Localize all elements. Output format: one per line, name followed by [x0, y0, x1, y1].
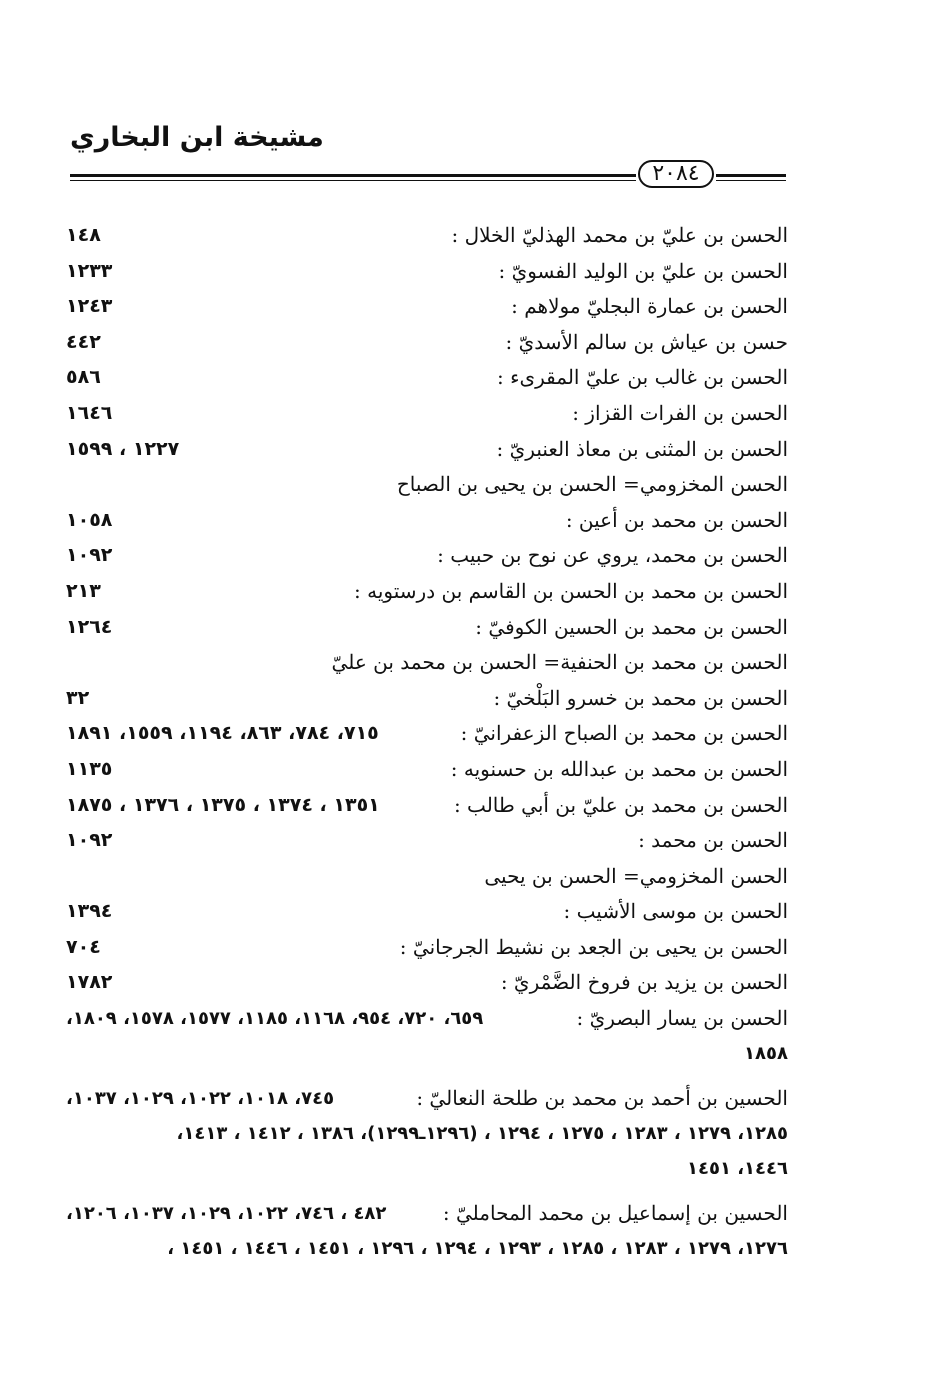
- index-entry: [66, 360, 788, 396]
- entry-pages-continued: ١٢٧٦، ١٢٧٩ ، ١٢٨٣ ، ١٢٨٥ ، ١٢٩٣ ، ١٢٩٤ ، ١٢٩٦ ، ١٤٥١ ، ١٤٤٦ ، ١٤٥١ ،: [167, 1238, 788, 1260]
- entry-name: الحسن بن محمد، يروي عن نوح بن حبيب :: [437, 543, 788, 568]
- entry-pages: ١٤٨: [66, 224, 101, 246]
- header-rule-left-thick: [70, 174, 636, 177]
- running-head-title: مشيخة ابن البخاري: [70, 122, 324, 153]
- entry-name: الحسن بن محمد بن الحسين الكوفيّ :: [475, 614, 788, 639]
- entry-name: الحسن بن عليّ بن محمد الهذليّ الخلال :: [451, 223, 788, 247]
- entry-pages: ١٦٤٦: [66, 401, 113, 424]
- entry-name: الحسن بن محمد :: [638, 828, 788, 853]
- page-number: ٢٠٨٤: [638, 160, 714, 188]
- index-entry: [66, 432, 788, 468]
- entry-name: الحسن بن يزيد بن فروخ الضَّمْريّ :: [500, 970, 788, 995]
- entry-name: الحسن بن محمد بن الصباح الزعفرانيّ :: [460, 721, 788, 746]
- entry-pages: ١٠٩٢: [66, 829, 113, 852]
- entry-name: الحسن بن محمد بن عليّ بن أبي طالب :: [453, 792, 788, 817]
- index-entry: [66, 681, 788, 717]
- entry-name: الحسن بن محمد بن الحنفية= الحسن بن محمد بن عليّ: [331, 650, 788, 675]
- header-rule-left-thin: [70, 180, 636, 181]
- entry-pages: ١٢٢٧ ، ١٥٩٩: [66, 437, 180, 460]
- entry-pages: ١٢٦٤: [66, 615, 113, 638]
- index-entry-multiline: [66, 1196, 788, 1266]
- entry-name: الحسن بن المثنى بن معاذ العنبريّ :: [496, 436, 788, 461]
- entry-pages: ٥٨٦: [66, 366, 101, 389]
- index-entries: [66, 218, 788, 1266]
- index-entry: [66, 965, 788, 1001]
- entry-pages: ١٣٩٤: [66, 900, 113, 923]
- header-rule-right-thin: [716, 180, 786, 181]
- entry-pages-continued: ١٨٥٨: [744, 1043, 788, 1065]
- index-entry: [66, 752, 788, 788]
- index-cross-reference: [66, 859, 788, 895]
- entry-pages: ٣٢: [66, 686, 90, 709]
- index-entry: [66, 503, 788, 539]
- index-entry: [66, 574, 788, 610]
- entry-name: الحسن المخزومي= الحسن بن يحيى: [484, 863, 788, 888]
- index-entry: [66, 538, 788, 574]
- entry-pages: ١٧٨٢: [66, 971, 113, 994]
- header-rule-right-thick: [716, 174, 786, 177]
- index-entry: [66, 823, 788, 859]
- entry-pages: ١٢٣٣: [66, 259, 113, 282]
- index-entry: [66, 788, 788, 824]
- entry-pages-continued: ١٢٨٥، ١٢٧٩ ، ١٢٨٣ ، ١٢٧٥ ، ١٢٩٤ ، (١٢٩٦ـ١٢٩٩)، ١٣٨٦ ، ١٤١٢ ، ١٤١٣،: [176, 1123, 788, 1145]
- entry-pages: ٢١٣: [66, 579, 101, 602]
- entry-name: الحسن بن محمد بن الحسن بن القاسم بن درستويه :: [354, 578, 788, 603]
- entry-name: الحسين بن إسماعيل بن محمد المحامليّ :: [442, 1201, 788, 1226]
- entry-name: الحسين بن أحمد بن محمد بن طلحة النعاليّ :: [416, 1086, 788, 1111]
- index-entry-multiline: [66, 1001, 788, 1071]
- entry-pages: ٧٠٤: [66, 935, 101, 958]
- index-entry: [66, 930, 788, 966]
- index-entry: [66, 254, 788, 290]
- entry-pages: ٦٥٩، ٧٢٠، ٩٥٤، ١١٦٨، ١١٨٥، ١٥٧٧، ١٥٧٨، ١٨٠٩،: [66, 1008, 484, 1030]
- index-entry-multiline: [66, 1081, 788, 1186]
- entry-name: الحسن المخزومي= الحسن بن يحيى بن الصباح: [396, 472, 788, 497]
- entry-pages-continued: ١٤٤٦، ١٤٥١: [686, 1158, 788, 1180]
- entry-pages: ١١٣٥: [66, 757, 113, 780]
- entry-name: الحسن بن يسار البصريّ :: [576, 1006, 788, 1031]
- entry-name: الحسن بن عمارة البجليّ مولاهم :: [511, 294, 788, 319]
- entry-first-line: [66, 1196, 788, 1231]
- index-entry: [66, 325, 788, 361]
- index-entry: [66, 396, 788, 432]
- entry-first-line: [66, 1081, 788, 1116]
- entry-first-line: [66, 1001, 788, 1036]
- index-entry: [66, 716, 788, 752]
- entry-name: الحسن بن موسى الأشيب :: [563, 899, 788, 924]
- entry-pages: ١٢٤٣: [66, 295, 113, 318]
- index-entry: [66, 218, 788, 254]
- entry-pages: ٧٤٥، ١٠١٨، ١٠٢٢، ١٠٢٩، ١٠٣٧،: [66, 1088, 335, 1110]
- entry-name: الحسن بن الفرات القزاز :: [572, 400, 788, 425]
- index-entry: [66, 894, 788, 930]
- index-entry: [66, 610, 788, 646]
- entry-name: الحسن بن يحيى بن الجعد بن نشيط الجرجانيّ :: [399, 934, 788, 959]
- entry-name: حسن بن عياش بن سالم الأسديّ :: [505, 329, 788, 354]
- header-rule: [70, 158, 786, 190]
- entry-pages: ١٣٥١ ، ١٣٧٤ ، ١٣٧٥ ، ١٣٧٦ ، ١٨٧٥: [66, 793, 380, 816]
- entry-pages: ١٠٥٨: [66, 508, 113, 531]
- entry-pages: ٤٤٢: [66, 330, 101, 353]
- entry-name: الحسن بن غالب بن عليّ المقرىء :: [496, 365, 788, 390]
- entry-name: الحسن بن محمد بن عبدالله بن حسنويه :: [450, 756, 788, 781]
- entry-spacer: [66, 1186, 788, 1196]
- index-entry: [66, 289, 788, 325]
- entry-pages: ٧١٥، ٧٨٤، ٨٦٣، ١١٩٤، ١٥٥٩، ١٨٩١: [66, 722, 379, 745]
- entry-name: الحسن بن عليّ بن الوليد الفسويّ :: [498, 258, 788, 283]
- entry-name: الحسن بن محمد بن أعين :: [565, 507, 788, 532]
- entry-spacer: [66, 1071, 788, 1081]
- index-cross-reference: [66, 645, 788, 681]
- entry-pages: ١٠٩٢: [66, 544, 113, 567]
- index-cross-reference: [66, 467, 788, 503]
- entry-name: الحسن بن محمد بن خسرو البَلْخيّ :: [493, 685, 788, 710]
- entry-pages: ٤٨٢ ، ٧٤٦، ١٠٢٢، ١٠٢٩، ١٠٣٧، ١٢٠٦،: [66, 1203, 387, 1225]
